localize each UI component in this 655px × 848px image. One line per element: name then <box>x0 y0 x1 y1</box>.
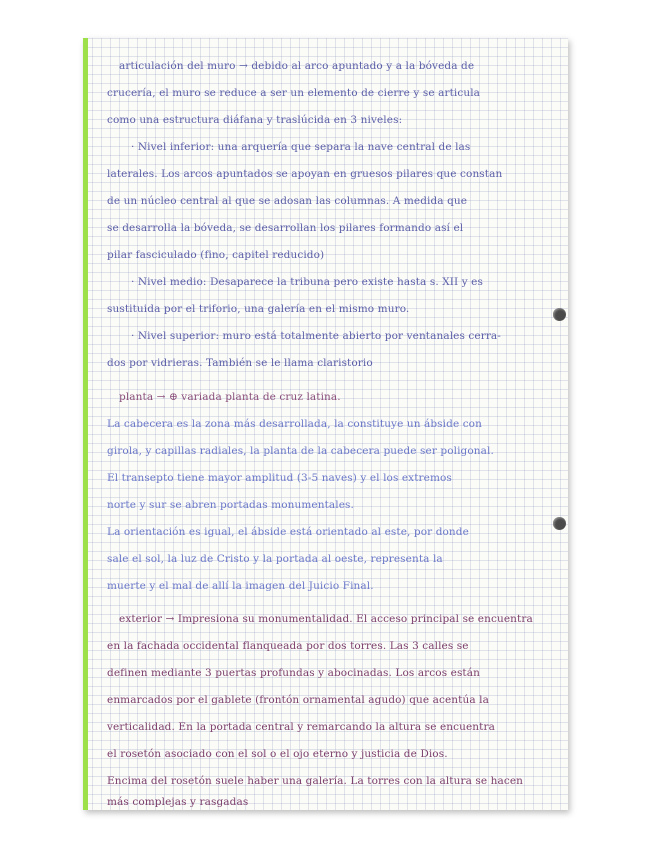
green-margin-strip <box>83 38 88 810</box>
section3-line-5: verticalidad. En la portada central y remarcando la altura se encuentra <box>107 721 495 733</box>
section1-line-1: articulación del muro → debido al arco apuntado y a la bóveda de <box>119 60 475 72</box>
notebook-page <box>83 38 568 810</box>
section3-line-4: enmarcados por el gablete (frontón ornamental agudo) que acentúa la <box>107 694 489 706</box>
section3-line-6: el rosetón asociado con el sol o el ojo eterno y justicia de Dios. <box>107 748 448 760</box>
section1-line-4: · Nivel inferior: una arquería que separa la nave central de las <box>131 141 471 153</box>
section2-line-3: girola, y capillas radiales, la planta de la cabecera puede ser poligonal. <box>107 445 494 457</box>
section1-line-6: de un núcleo central al que se adosan las columnas. A medida que <box>107 195 468 207</box>
section3-line-2: en la fachada occidental flanqueada por dos torres. Las 3 calles se <box>107 640 469 652</box>
punch-hole-icon <box>553 517 566 530</box>
section2-line-5: norte y sur se abren portadas monumentales. <box>107 499 354 511</box>
section3-line-3: definen mediante 3 puertas profundas y abocinadas. Los arcos están <box>107 667 480 679</box>
section1-line-10: sustituida por el triforio, una galería en el mismo muro. <box>107 303 410 315</box>
section3-line-8: más complejas y rasgadas <box>107 796 249 808</box>
section1-line-3: como una estructura diáfana y traslúcida en 3 niveles: <box>107 114 403 126</box>
section1-line-8: pilar fasciculado (fino, capitel reducido) <box>107 249 325 261</box>
section1-line-9: · Nivel medio: Desaparece la tribuna pero existe hasta s. XII y es <box>131 276 483 288</box>
section1-line-12: dos por vidrieras. También se le llama claristorio <box>107 357 373 369</box>
section3-line-7: Encima del rosetón suele haber una galería. La torres con la altura se hacen <box>107 775 523 787</box>
section2-line-6: La orientación es igual, el ábside está orientado al este, por donde <box>107 526 469 538</box>
section1-line-11: · Nivel superior: muro está totalmente abierto por ventanales cerra- <box>131 330 501 342</box>
section3-line-1: exterior → Impresiona su monumentalidad. El acceso principal se encuentra <box>119 613 533 625</box>
section2-line-8: muerte y el mal de allí la imagen del Juicio Final. <box>107 580 374 592</box>
section1-line-7: se desarrolla la bóveda, se desarrollan los pilares formando así el <box>107 222 464 234</box>
section1-line-2: crucería, el muro se reduce a ser un elemento de cierre y se articula <box>107 87 481 99</box>
section2-line-7: sale el sol, la luz de Cristo y la portada al oeste, representa la <box>107 553 443 565</box>
section2-line-1: planta → ⊕ variada planta de cruz latina. <box>119 391 341 403</box>
punch-hole-icon <box>553 308 566 321</box>
section2-line-4: El transepto tiene mayor amplitud (3-5 naves) y el los extremos <box>107 472 452 484</box>
section2-line-2: La cabecera es la zona más desarrollada, la constituye un ábside con <box>107 418 482 430</box>
section1-line-5: laterales. Los arcos apuntados se apoyan en gruesos pilares que constan <box>107 168 503 180</box>
